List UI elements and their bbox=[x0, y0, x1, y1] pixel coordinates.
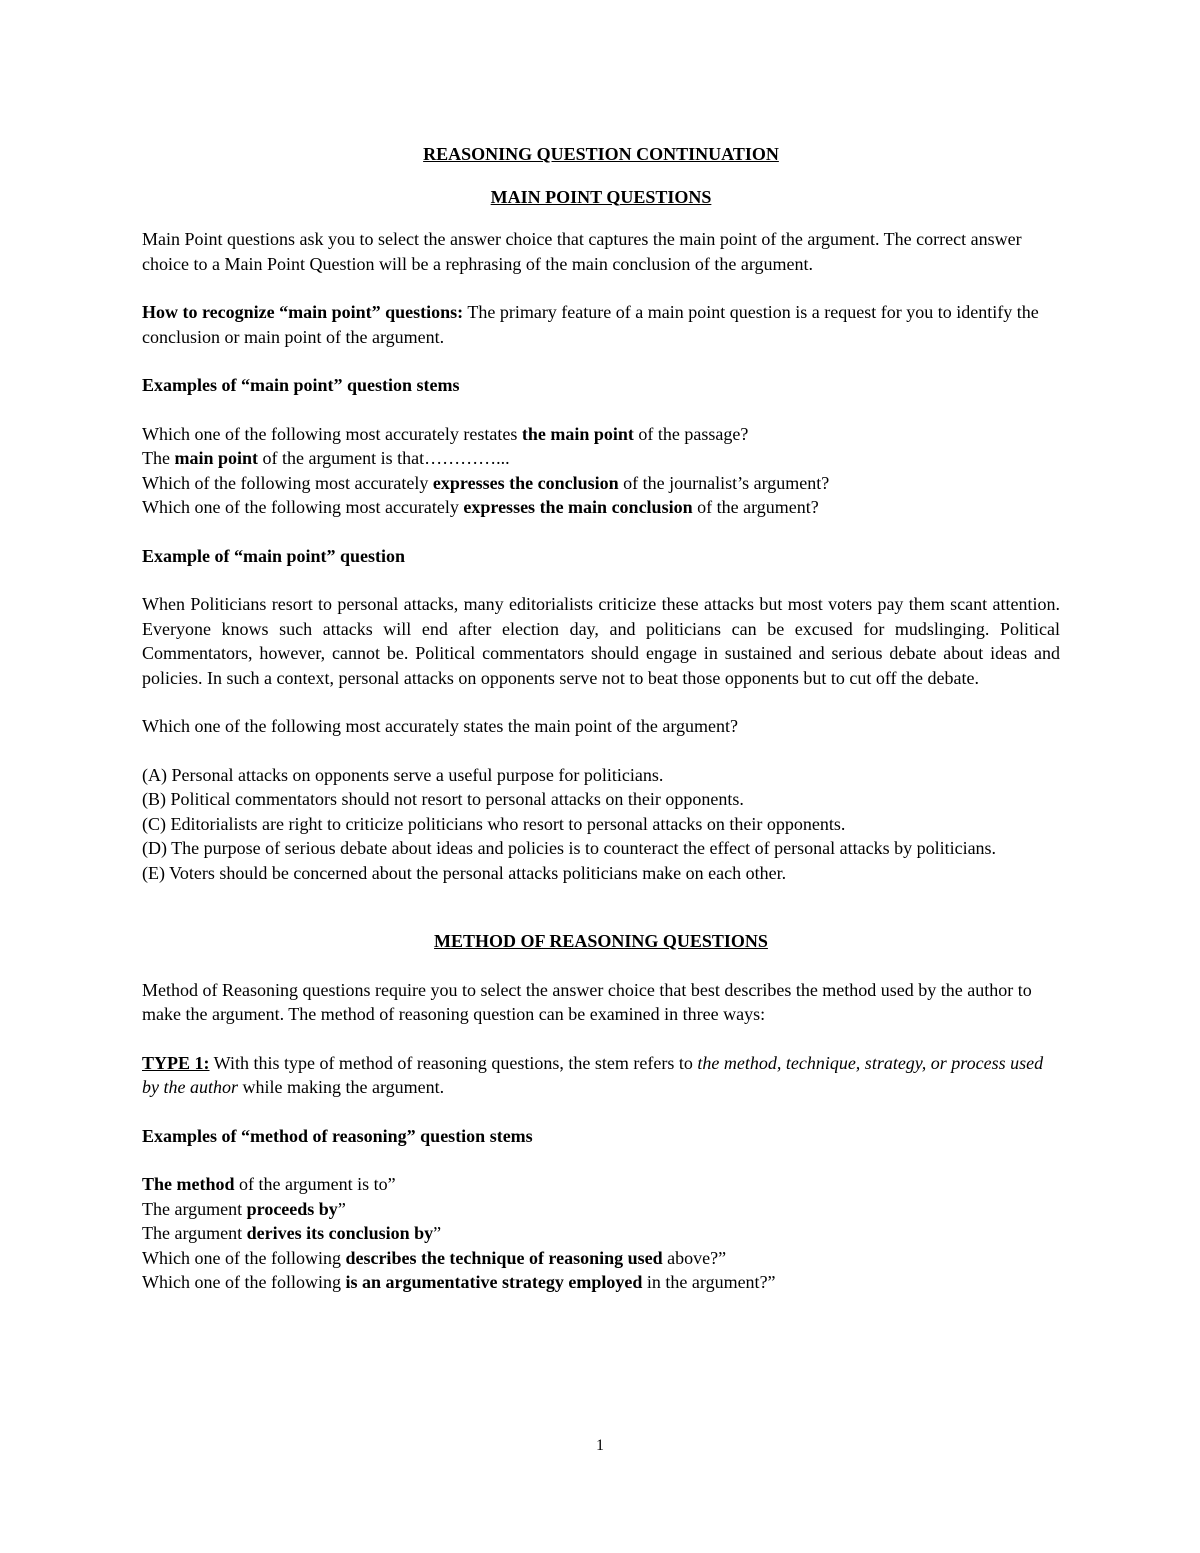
stem-text: of the argument is to” bbox=[234, 1174, 396, 1194]
example-heading-text: Example of “main point” question bbox=[142, 545, 406, 566]
example-passage: When Politicians resort to personal attacks, many editorialists criticize these attacks but most voters pay them scant attention. Everyone knows such attacks will end after election day, and politicians can be excused for mudslinging. Political Commentators, however, cannot be. Political commentators should engage in sustained and serious debate about ideas and policies. In such a context, personal attacks on opponents serve not to beat those opponents but to cut off the debate. bbox=[142, 594, 1060, 688]
main-point-heading: MAIN POINT QUESTIONS bbox=[490, 186, 712, 207]
stem-line bbox=[142, 471, 1060, 496]
main-point-stems-list bbox=[142, 422, 1060, 520]
stem-bold: expresses the main conclusion bbox=[463, 497, 693, 517]
stem-bold: proceeds by bbox=[246, 1198, 338, 1219]
document-title: REASONING QUESTION CONTINUATION bbox=[423, 144, 779, 164]
type1-italic: the method, technique, strategy, or process used by the author bbox=[142, 1052, 1044, 1097]
answer-choice-a: (A) Personal attacks on opponents serve a useful purpose for politicians. bbox=[142, 764, 664, 785]
stem-line bbox=[142, 446, 1060, 471]
stem-text: Which one of the following bbox=[142, 1272, 346, 1292]
page-content bbox=[142, 142, 1060, 1295]
recognize-paragraph bbox=[142, 300, 1060, 349]
recognize-label: How to recognize “main point” questions: bbox=[142, 302, 464, 322]
answer-choices-list bbox=[142, 763, 1060, 886]
stem-text: of the argument? bbox=[692, 497, 819, 517]
method-examples-heading-text: Examples of “method of reasoning” question stems bbox=[142, 1125, 533, 1146]
stem-line bbox=[142, 495, 1060, 520]
stem-text: in the argument?” bbox=[642, 1272, 776, 1292]
answer-choice-e: (E) Voters should be concerned about the personal attacks politicians make on each other. bbox=[142, 862, 787, 883]
method-intro: Method of Reasoning questions require you to select the answer choice that best describes the method used by the author to make the argument. The method of reasoning question can be examined in three ways: bbox=[142, 979, 1032, 1024]
method-examples-heading bbox=[142, 1124, 1060, 1149]
type1-paragraph bbox=[142, 1051, 1060, 1100]
stem-bold: derives its conclusion by bbox=[246, 1223, 434, 1243]
stem-line bbox=[142, 1197, 1060, 1222]
stem-text: The bbox=[142, 448, 175, 468]
stem-text: Which of the following most accurately bbox=[142, 472, 433, 493]
stem-line bbox=[142, 1172, 1060, 1197]
stem-line bbox=[142, 1246, 1060, 1271]
page-number: 1 bbox=[596, 1437, 604, 1454]
stem-text: The argument bbox=[142, 1198, 247, 1219]
stem-text: of the argument is that…………... bbox=[258, 448, 510, 468]
example-question-heading bbox=[142, 544, 1060, 569]
examples-heading-text: Examples of “main point” question stems bbox=[142, 375, 460, 395]
stem-text: ” bbox=[337, 1198, 346, 1219]
stem-line bbox=[142, 1221, 1060, 1246]
type1-label: TYPE 1: bbox=[142, 1052, 210, 1073]
recognize-text: The primary feature of a main point question is a request for you to identify the conclusion or main point of the argument. bbox=[142, 302, 1039, 347]
type1-text: With this type of method of reasoning questions, the stem refers to bbox=[209, 1052, 698, 1073]
stem-bold: the main point bbox=[521, 423, 634, 444]
answer-choice-b: (B) Political commentators should not resort to personal attacks on their opponents. bbox=[142, 789, 744, 809]
stem-text: Which one of the following bbox=[142, 1247, 346, 1268]
stem-line bbox=[142, 1270, 1060, 1295]
stem-text: The argument bbox=[142, 1223, 247, 1243]
method-stems-list bbox=[142, 1172, 1060, 1295]
stem-bold: describes the technique of reasoning used bbox=[345, 1247, 663, 1268]
stem-line bbox=[142, 422, 1060, 447]
type1-text-end: while making the argument. bbox=[238, 1077, 445, 1097]
stem-bold: is an argumentative strategy employed bbox=[345, 1272, 643, 1292]
stem-text: Which one of the following most accurately bbox=[142, 497, 464, 517]
example-question: Which one of the following most accurately states the main point of the argument? bbox=[142, 716, 738, 736]
main-point-intro: Main Point questions ask you to select the answer choice that captures the main point of the argument. The correct answer choice to a Main Point Question will be a rephrasing of the main conclusion of the argument. bbox=[142, 229, 1022, 274]
answer-choice-d: (D) The purpose of serious debate about ideas and policies is to counteract the effect of personal attacks by politicians. bbox=[142, 838, 997, 858]
answer-choice-c: (C) Editorialists are right to criticize politicians who resort to personal attacks on their opponents. bbox=[142, 813, 846, 834]
stem-bold: The method bbox=[142, 1174, 235, 1194]
main-point-examples-heading bbox=[142, 373, 1060, 398]
stem-text: of the passage? bbox=[633, 423, 749, 444]
stem-text: of the journalist’s argument? bbox=[618, 472, 830, 493]
stem-text: Which one of the following most accurately restates bbox=[142, 423, 522, 444]
stem-text: above?” bbox=[662, 1247, 727, 1268]
stem-text: ” bbox=[433, 1223, 442, 1243]
method-heading: METHOD OF REASONING QUESTIONS bbox=[434, 931, 768, 951]
stem-bold: expresses the conclusion bbox=[432, 472, 619, 493]
stem-bold: main point bbox=[174, 448, 259, 468]
